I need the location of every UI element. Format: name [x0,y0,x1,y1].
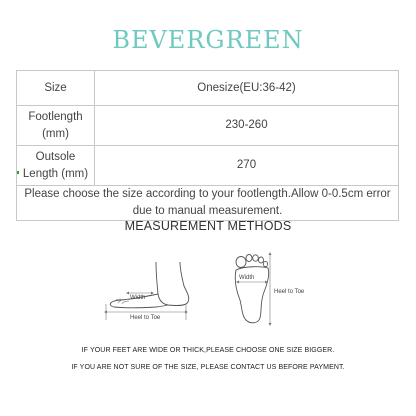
side-view-foot-icon [100,258,200,326]
sole-width-label: Width [239,275,255,281]
section-title: MEASUREMENT METHODS [124,219,292,233]
size-value: Onesize(EU:36-42) [95,71,399,106]
sole-view-foot-icon [226,252,326,328]
table-row [17,186,399,221]
outsole-length-value: 270 [95,146,399,186]
size-note: Please choose the size according to your footlength.Allow 0-0.5cm error due to manual measurement. [17,186,399,221]
sole-heel-label: Heel to Toe [274,289,305,295]
footlength-label: Footlength (mm) [17,106,95,146]
wide-feet-note: IF YOUR FEET ARE WIDE OR THICK,PLEASE CHOOSE ONE SIZE BIGGER. [81,347,335,354]
side-width-label: Width [130,295,146,301]
table-row [17,146,399,186]
brand-logo: BEVERGREEN [112,26,304,54]
outsole-length-label: Outsole Length (mm) [17,146,95,186]
footlength-value: 230-260 [95,106,399,146]
table-row [17,106,399,146]
size-table [16,70,399,221]
table-row [17,71,399,106]
side-heel-label: Heel to Toe [130,315,161,321]
contact-note: IF YOU ARE NOT SURE OF THE SIZE, PLEASE CONTACT US BEFORE PAYMENT. [71,364,345,371]
size-label: Size [17,71,95,106]
green-mark [17,171,19,174]
